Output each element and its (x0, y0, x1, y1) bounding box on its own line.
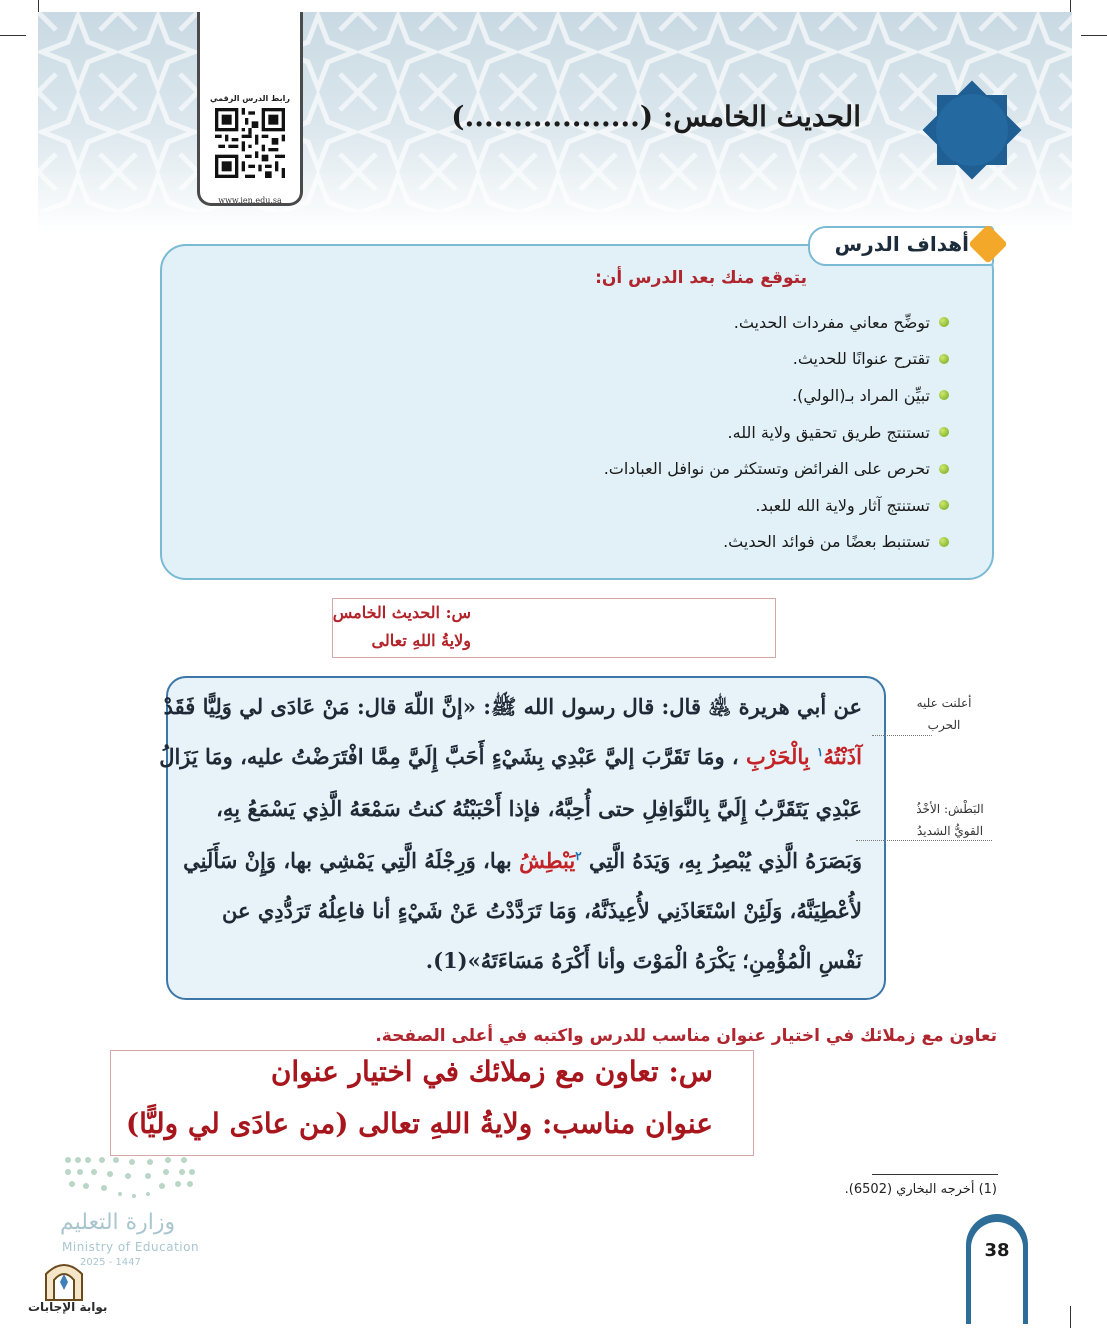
rosette-icon (920, 78, 1024, 182)
activity-instruction: تعاون مع زملائك في اختيار عنوان مناسب للدرس واكتبه في أعلى الصفحة. (375, 1026, 997, 1046)
qr-code-icon[interactable] (215, 108, 285, 178)
ministry-name-english: Ministry of Education (62, 1240, 200, 1254)
qr-url[interactable]: www.ien.edu.sa (218, 196, 282, 205)
list-item: تحرص على الفرائض وتستكثر من نوافل العبادات. (604, 450, 949, 487)
note-marker: ٢ (575, 849, 582, 863)
highlighted-word: يَبْطِشُ (519, 848, 576, 873)
list-item: تستنتج آثار ولاية الله للعبد. (604, 487, 949, 524)
bullet-icon (939, 390, 949, 400)
margin-note: البَطْش: الأخْذُ القويُّ الشديدُ (916, 802, 984, 838)
bullet-icon (939, 500, 949, 510)
qr-card[interactable] (197, 12, 303, 206)
bullet-icon (939, 354, 949, 364)
hadith-line: عَبْدِي يَتَقَرَّبُ إِلَيَّ بِالنَّوَافِلِ حتى أُحِبَّهُ، فإذا أَحْبَبْتُهُ كنتُ سَمْعَهُ الَّذِي يَسْمَعُ بِهِ، (216, 796, 862, 821)
note-leader (856, 840, 992, 841)
bullet-icon (939, 427, 949, 437)
bullet-icon (939, 537, 949, 547)
lesson-goals-list (604, 304, 949, 560)
hadith-box (159, 676, 886, 1000)
note-leader (872, 735, 932, 736)
list-item: توضِّح معاني مفردات الحديث. (604, 304, 949, 341)
ministry-name-arabic: وزارة التعليم (60, 1210, 176, 1235)
list-item: تقترح عنوانًا للحديث. (604, 341, 949, 378)
bullet-icon (939, 317, 949, 327)
qr-label: رابط الدرس الرقمي (210, 94, 290, 103)
hadith-line: آذَنْتُهُ$^١$ بِالْحَرْبِ ، ومَا تَقَرَّبَ إليَّ عَبْدِي بِشَيْءٍ أَحَبَّ إِلَيَّ مِمَّا افْتَرَضْتُ عليه، ومَا يَزَالُ (159, 744, 862, 769)
hadith-line: عن أبي هريرة ﵁ قال: قال رسول الله ﷺ: «إنَّ اللّهَ قال: مَنْ عَادَى لي وَلِيًّا فَقَدْ (163, 694, 862, 719)
crop-mark (1070, 1306, 1071, 1328)
footnote: (1) أخرجه البخاري (6502). (844, 1182, 997, 1197)
lesson-goals-subtitle: يتوقع منك بعد الدرس أن: (595, 268, 807, 288)
lesson-goals-title: أهداف الدرس (834, 232, 969, 256)
crop-mark (0, 35, 26, 36)
question-line: س: تعاون مع زملائك في اختيار عنوان (270, 1055, 713, 1088)
watermark-text: بوابة الإجابات (28, 1300, 108, 1314)
gate-logo-icon (42, 1256, 86, 1302)
list-item: تستنبط بعضًا من فوائد الحديث. (604, 524, 949, 561)
page-number: 38 (984, 1240, 1010, 1261)
ministry-logo-icon (62, 1154, 198, 1202)
margin-note: أعلنت عليه الحرب (916, 696, 972, 732)
hadith-line: نَفْسِ الْمُؤْمِنِ؛ يَكْرَهُ الْمَوْتَ وأنا أَكْرَهُ مَسَاءَتَهُ»(1). (425, 948, 862, 973)
crop-mark (38, 0, 39, 12)
page-number-tab-inner (971, 1222, 1023, 1324)
footnote-rule (872, 1174, 998, 1175)
bullet-icon (939, 464, 949, 474)
answer-box (110, 1050, 754, 1156)
hadith-line: وَبَصَرَهُ الَّذِي يُبْصِرُ بِهِ، وَيَدَهُ الَّتِي $^٢$يَبْطِشُ بها، وَرِجْلَهُ الَّتِي يَمْشِي بها، وَإِنْ سَأَلَنِي (183, 848, 862, 873)
crop-mark (1070, 0, 1071, 12)
lesson-title: الحديث الخامس: (..................) (451, 100, 861, 133)
question-answer-box (332, 598, 776, 658)
answer-line: عنوان مناسب: ولايةُ اللهِ تعالى (من عادَى لي وليًّا) (125, 1107, 713, 1140)
highlighted-word: بِالْحَرْبِ (746, 744, 810, 769)
question-line: س: الحديث الخامس (332, 603, 471, 622)
list-item: تستنتج طريق تحقيق ولاية الله. (604, 414, 949, 451)
crop-mark (1081, 35, 1107, 36)
answer-line: ولايةُ اللهِ تعالى (371, 631, 471, 650)
highlighted-word: آذَنْتُهُ (823, 744, 862, 769)
list-item: تبيِّن المراد بـ(الولي). (604, 377, 949, 414)
note-marker: ١ (816, 745, 824, 759)
hadith-line: لأُعْطِيَنَّهُ، وَلَئِنْ اسْتَعَاذَنِي لأُعِيذَنَّهُ، وَمَا تَرَدَّدْتُ عَنْ شَيْءٍ أنا فاعِلُهُ تَرَدُّدِي عن (222, 898, 862, 923)
ministry-year: 2025 - 1447 (80, 1257, 141, 1268)
